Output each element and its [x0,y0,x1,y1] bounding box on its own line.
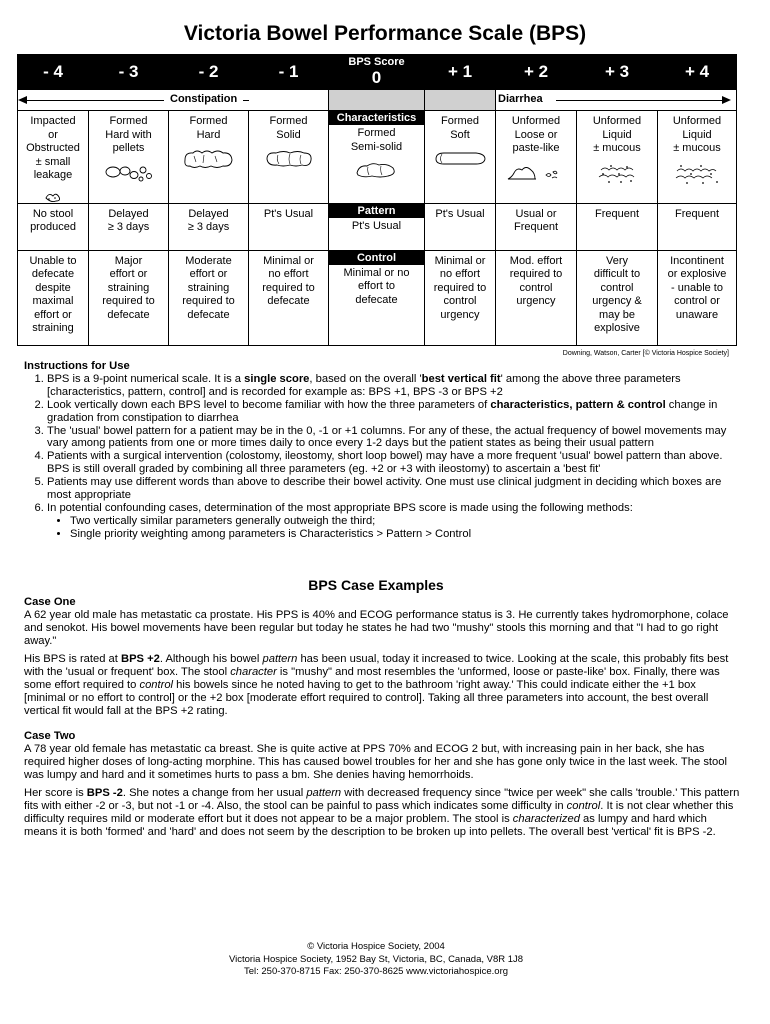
control-cell-text: Minimal or no effort to defecate [343,266,410,306]
score-header [329,55,425,90]
case-two-paragraph: Her score is BPS -2. She notes a change from her usual pattern with decreased frequency since "twice per week" she calls 'trouble.' This pattern fits with either -2 or -3, but not -1 or -4. Also, the stool can be painful to pass which indicates some difficulty in control. It is not clear whether this difficulty requires mild or moderate effort but it does not appear to be a major problem. The stool is characterized as lumpy and hard which means it is both 'formed' and 'hard' and does not seem by the description to be broken up into pellets. The overall best 'vertical' fit is BPS -2. [24,787,740,838]
level-header: + 1 [425,55,496,90]
control-cell [425,250,496,345]
control-cell [577,250,658,345]
pattern-row [18,203,737,250]
characteristics-cell [329,111,425,204]
pattern-section-header: Pattern [329,204,424,218]
diarrhea-label: Diarrhea [496,93,549,107]
pattern-cell-text: Usual or Frequent [513,207,559,233]
control-cell [89,250,169,345]
pattern-cell [496,203,577,250]
cases-title: BPS Case Examples [308,577,444,593]
pattern-cell [169,203,249,250]
control-cell-text: Mod. effort required to control urgency [509,254,563,307]
characteristics-cell-text: Unformed Loose or paste-like [511,115,561,154]
control-cell-text: Major effort or straining required to defecate [102,254,155,321]
level-header-row [18,55,737,90]
pattern-cell [577,203,658,250]
stool-liquid-icon [673,162,721,186]
control-cell-text: Minimal or no effort required to defecate [262,254,315,307]
control-row [18,250,737,345]
case-one-paragraph: His BPS is rated at BPS +2. Although his bowel pattern has been usual, today it increased to twice. Looking at the scale, this probably fits best with the 'usual or frequent' box. The stool character is "mushy" and most resembles the 'unformed, loose or paste-like' box. Finally, there was some effort required to control his bowels since he noted having to get to the bathroom 'right away.' This could indicate either the +1 box [minimal or no effort to control] or the +2 box [moderate effort required to control]. Taking all three parameters into account, the best overall vertical fit would fall at the BPS +2 rating. [24,653,729,717]
level-header: - 3 [89,55,169,90]
control-cell-text: Minimal or no effort required to control urgency [433,254,487,321]
stool-liquid-icon [597,162,637,186]
stool-soft-icon [432,148,488,166]
instruction-item: 2. Look vertically down each BPS level to become familiar with how the three parameters of characteristics, pattern & control change in gradation from constipation to diarrhea [47,399,740,425]
characteristics-cell [18,111,89,204]
characteristics-cell-text: Formed Soft [441,115,479,141]
instruction-bullet: • Two vertically similar parameters generally outweigh the third; [70,515,740,528]
pattern-cell-text: Delayed ≥ 3 days [107,207,150,233]
characteristics-cell [249,111,329,204]
score-header-value: 0 [371,68,382,87]
characteristics-cell [577,111,658,204]
case-one-paragraph: A 62 year old male has metastatic ca prostate. His PPS is 40% and ECOG performance status is 3. He currently takes hydromorphone, colace and senokot. His bowel movements have been regular but today he states he had two "mushy" stools this morning and that "I had to go right away." [24,609,729,647]
stool-pellets-icon [103,162,155,184]
level-header: + 3 [577,55,658,90]
characteristics-cell [496,111,577,204]
pattern-cell-text: Pt's Usual [435,207,485,220]
level-header: + 4 [658,55,737,90]
characteristics-cell-text: Impacted or Obstructed ± small leakage [26,115,80,181]
instruction-item: 3. The 'usual' bowel pattern for a patient may be in the 0, -1 or +1 columns. For any of these, the actual frequency of bowel movements may vary among patients from one or more times daily to once every 1-2 days but the patient states as being their usual pattern [47,425,740,451]
diarrhea-axis [496,90,737,111]
level-header: - 1 [249,55,329,90]
pattern-cell [89,203,169,250]
case-two-heading: Case Two [24,730,76,742]
characteristics-cell-text: Unformed Liquid ± mucous [672,115,722,154]
pattern-cell-text: Pt's Usual [263,207,314,220]
instruction-item: 4. Patients with a surgical intervention (colostomy, ileostomy, short loop bowel) may have a more frequent 'usual' bowel pattern than above. BPS is still overall graded by combining all three parameters (eg. +2 or +3 with ileostomy) to ascertain a 'best fit' [47,450,740,476]
pattern-cell [329,203,425,250]
characteristics-cell [89,111,169,204]
control-cell [658,250,737,345]
constipation-axis [18,90,249,111]
control-section-header: Control [329,251,424,265]
pattern-cell [249,203,329,250]
instruction-item: 1. BPS is a 9-point numerical scale. It is a single score, based on the overall 'best vertical fit' among the above three parameters [characteristics, pattern, control] and is recorded for example as: BPS +1, BPS -3 or BPS +2 [47,373,740,399]
level-header: - 2 [169,55,249,90]
arrow-right-icon [722,96,731,104]
control-cell-text: Very difficult to control urgency & may be explosive [592,254,642,334]
control-cell [169,250,249,345]
control-cell [249,250,329,345]
characteristics-cell [169,111,249,204]
control-cell [496,250,577,345]
footer-line: © Victoria Hospice Society, 2004 [307,941,445,952]
control-cell [18,250,89,345]
pattern-cell-text: Pt's Usual [351,219,402,232]
footer [0,941,752,979]
characteristics-cell-text: Formed Hard [189,115,228,141]
characteristics-cell-text: Formed Semi-solid [350,127,403,153]
footer-line: Victoria Hospice Society, 1952 Bay St, Victoria, BC, Canada, V8R 1J8 [228,953,524,965]
instruction-item: 5. Patients may use different words than above to describe their bowel activity. One must use clinical judgment in deciding which boxes are most appropriate [47,476,740,502]
stool-impacted-icon [43,189,63,203]
characteristics-cell-text: Formed Solid [269,115,308,141]
characteristics-row [18,111,737,204]
pattern-cell-text: No stool produced [30,207,76,233]
control-cell [329,250,425,345]
instruction-item: 6. In potential confounding cases, determination of the most appropriate BPS score is made using the following methods: [47,502,740,515]
case-two-paragraph: A 78 year old female has metastatic ca breast. She is quite active at PPS 70% and ECOG 2 but, with increasing pain in her back, she has required higher doses of long-acting morphine. This has caused bowel troubles for her and she has gone only twice in the last week. The stool was lumpy and hard and it sometimes hurts to pass a bm. She denies having hemorrhoids. [24,743,727,781]
level-header: - 4 [18,55,89,90]
control-cell-text: Unable to defecate despite maximal effort or straining [29,254,77,334]
instructions [24,360,740,541]
instructions-list [24,373,740,515]
control-cell-text: Moderate effort or straining required to defecate [182,254,235,321]
constipation-label: Constipation [164,93,243,107]
stool-semi-solid-icon [354,160,400,180]
level-header: + 2 [496,55,577,90]
credit-line: Downing, Watson, Carter [© Victoria Hospice Society] [562,350,729,357]
footer-line: Tel: 250-370-8715 Fax: 250-370-8625 www.victoriahospice.org [243,966,509,977]
page-title: Victoria Bowel Performance Scale (BPS) [183,22,587,45]
characteristics-cell [658,111,737,204]
pattern-cell [658,203,737,250]
score-header-label: BPS Score [348,56,405,68]
case-examples [24,596,740,844]
pattern-cell-text: Frequent [674,207,720,220]
pattern-cell-text: Delayed ≥ 3 days [187,207,230,233]
characteristics-cell [425,111,496,204]
pattern-cell-text: Frequent [594,207,640,220]
stool-loose-icon [506,162,566,182]
pattern-cell [18,203,89,250]
characteristics-section-header: Characteristics [329,111,424,125]
control-cell-text: Incontinent or explosive - unable to control or unaware [667,254,727,321]
instructions-heading: Instructions for Use [24,360,130,372]
instruction-bullet: • Single priority weighting among parameters is Characteristics > Pattern > Control [70,528,740,541]
stool-hard-icon [182,148,236,170]
characteristics-cell-text: Formed Hard with pellets [105,115,152,154]
pattern-cell [425,203,496,250]
bps-scale-table [17,54,737,346]
instructions-bullets [24,515,740,541]
case-one-heading: Case One [24,596,76,608]
characteristics-cell-text: Unformed Liquid ± mucous [592,115,642,154]
stool-solid-icon [263,148,315,170]
axis-row [18,90,737,111]
